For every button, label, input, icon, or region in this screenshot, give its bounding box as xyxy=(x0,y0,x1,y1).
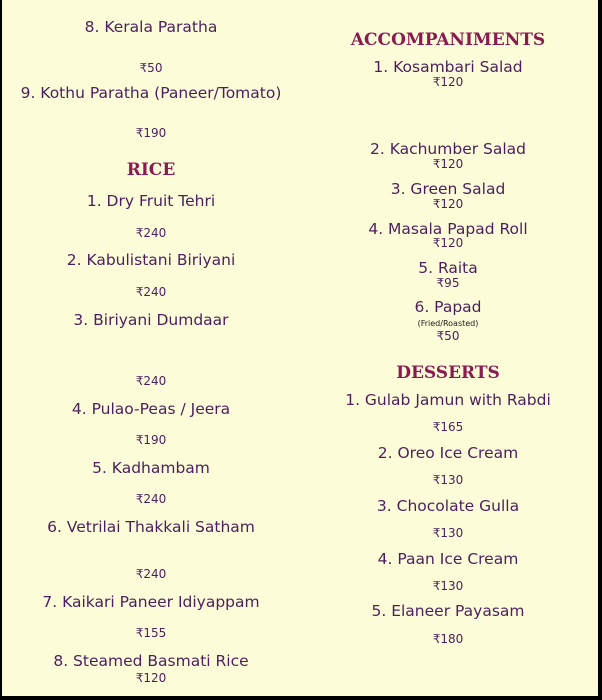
menu-item-name: 5. Elaneer Payasam xyxy=(371,602,525,620)
section-heading-accompaniments: ACCOMPANIMENTS xyxy=(350,30,546,50)
menu-item-price: ₹50 xyxy=(139,61,163,75)
menu-item-name: 3. Chocolate Gulla xyxy=(376,497,520,515)
menu-page xyxy=(2,0,598,696)
menu-item-name: 4. Masala Papad Roll xyxy=(368,220,528,238)
section-heading-desserts: DESSERTS xyxy=(396,363,500,383)
menu-item-price: ₹165 xyxy=(432,420,464,434)
menu-item-price: ₹155 xyxy=(135,626,167,640)
menu-item-name: 3. Biriyani Dumdaar xyxy=(73,311,229,329)
menu-item-name: 8. Steamed Basmati Rice xyxy=(53,652,249,670)
menu-item-price: ₹130 xyxy=(432,473,464,487)
menu-item-price: ₹130 xyxy=(432,579,464,593)
menu-item-name: 4. Pulao-Peas / Jeera xyxy=(71,400,231,418)
menu-item-name: 1. Dry Fruit Tehri xyxy=(86,192,216,210)
menu-item-price: ₹240 xyxy=(135,374,167,388)
menu-item-price: ₹240 xyxy=(135,285,167,299)
menu-item-price: ₹120 xyxy=(432,197,464,211)
menu-item-price: ₹240 xyxy=(135,567,167,581)
menu-item-name: 9. Kothu Paratha (Paneer/Tomato) xyxy=(20,84,282,102)
menu-item-price: ₹120 xyxy=(432,75,464,89)
menu-item-name: 3. Green Salad xyxy=(390,180,506,198)
menu-item-price: ₹130 xyxy=(432,526,464,540)
menu-item-name: 2. Kabulistani Biriyani xyxy=(66,251,236,269)
menu-item-price: ₹190 xyxy=(135,433,167,447)
menu-item-name: 6. Papad xyxy=(414,298,482,316)
menu-item-price: ₹120 xyxy=(432,236,464,250)
menu-item-price: ₹95 xyxy=(436,276,460,290)
menu-item-price: ₹190 xyxy=(135,126,167,140)
menu-item-name: 5. Kadhambam xyxy=(92,459,210,477)
menu-item-price: ₹240 xyxy=(135,492,167,506)
menu-item-name: 4. Paan Ice Cream xyxy=(377,550,519,568)
menu-item-name: 2. Kachumber Salad xyxy=(369,140,527,158)
menu-item-name: 2. Oreo Ice Cream xyxy=(377,444,519,462)
menu-item-name: 8. Kerala Paratha xyxy=(84,18,218,36)
section-heading-rice: RICE xyxy=(126,160,176,180)
menu-item-name: 6. Vetrilai Thakkali Satham xyxy=(47,518,255,536)
menu-item-price: ₹50 xyxy=(436,329,460,343)
menu-item-price: ₹240 xyxy=(135,226,167,240)
menu-item-name: 7. Kaikari Paneer Idiyappam xyxy=(42,593,260,611)
menu-item-name: 1. Gulab Jamun with Rabdi xyxy=(345,391,551,409)
menu-item-price: ₹180 xyxy=(432,632,464,646)
menu-item-price: ₹120 xyxy=(432,157,464,171)
menu-item-name: 5. Raita xyxy=(418,259,478,277)
menu-item-name: 1. Kosambari Salad xyxy=(373,58,523,76)
menu-item-note: (Fried/Roasted) xyxy=(417,319,479,328)
menu-item-price: ₹120 xyxy=(135,671,167,685)
